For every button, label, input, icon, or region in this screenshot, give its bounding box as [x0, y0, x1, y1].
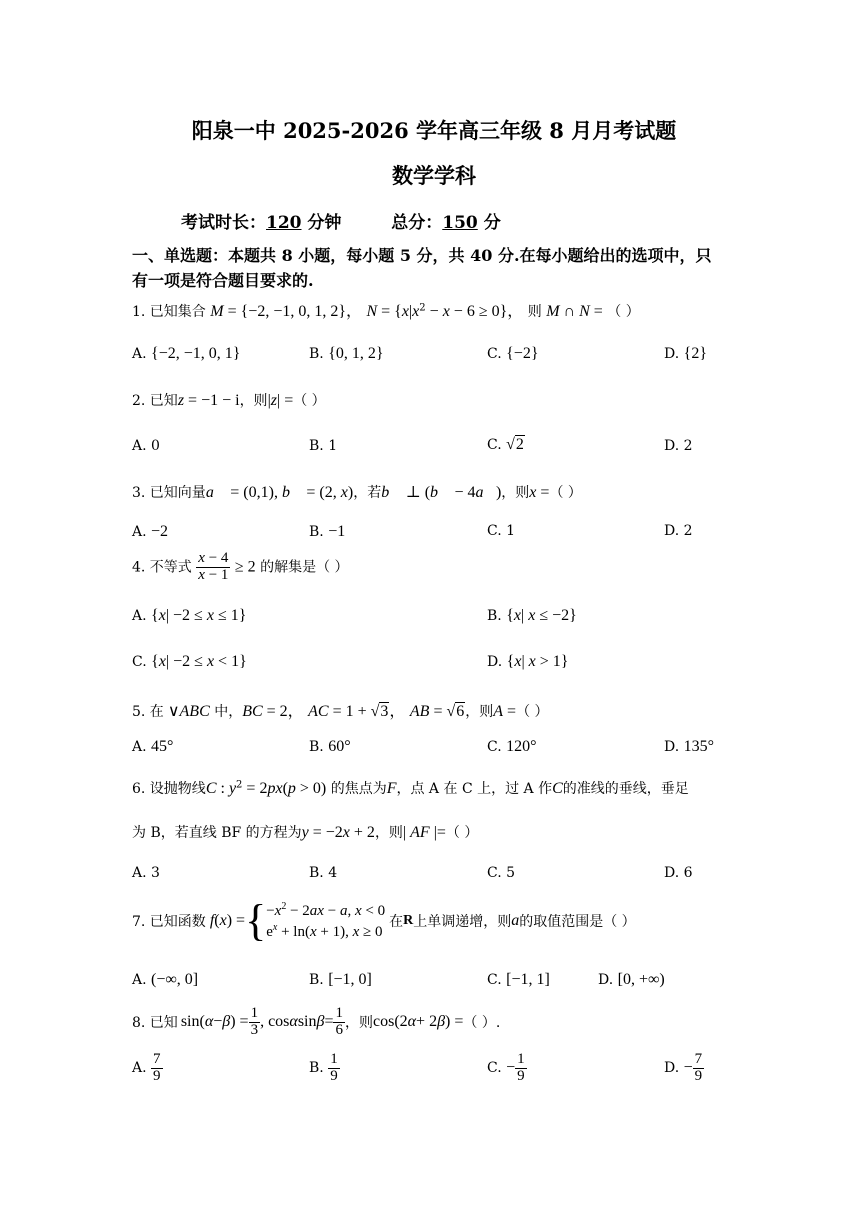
q4-option-a: A. {x| −2 ≤ x ≤ 1}	[132, 607, 247, 624]
q3-option-d: D. 2	[664, 523, 693, 539]
question-4: 4. 不等式 $\frac{x - 4}{x - 1}$ ≥ 2 的解集是（ ）	[132, 550, 349, 583]
q2-option-d: D. 2	[664, 438, 693, 454]
question-1: 1. 已知集合 M = {−2, −1, 0, 1, 2}， $N = \{x|x^2 - x - 6 \ge 0\}$， 则 M ∩ N = （ ）	[132, 302, 640, 320]
q2-option-c: C. √2	[487, 436, 524, 453]
q5-option-d: D. 135°	[664, 738, 715, 755]
q6-option-a: A. 3	[132, 865, 160, 881]
q6-option-c: C. 5	[487, 865, 516, 881]
score-value: 150	[442, 213, 478, 233]
q8-option-d: D. − $\frac{7}{9}$	[664, 1051, 703, 1084]
time-label: 考试时长：	[181, 213, 266, 233]
section-heading-line1: 一、单选题：本题共 8 小题，每小题 5 分，共 40 分.在每小题给出的选项中，只	[132, 246, 712, 265]
question-6-line2: 为 B，若直线 BF 的方程为y = −2x + 2，则| AF |=（ ）	[132, 824, 479, 841]
q7-option-d: D. [0, +∞)	[598, 971, 665, 988]
q3-option-c: C. 1	[487, 523, 516, 539]
q3-option-b: B. −1	[309, 523, 346, 540]
q8-option-b: B. $\frac{1}{9}$	[309, 1051, 338, 1084]
q6-option-d: D. 6	[664, 865, 693, 881]
score-label: 总分：	[391, 213, 443, 233]
q8-option-c: C. − $\frac{1}{9}$	[487, 1051, 525, 1084]
question-8: 8. 已知 sin( α − β ) = $\frac{1}{3}$ , cos α sin β = $\frac{1}{6}$ ，则 cos(2 α + 2 β ) = （ ）.	[132, 1005, 501, 1038]
q2-option-a: A. 0	[132, 438, 160, 454]
section-heading-line2: 有一项是符合题目要求的.	[132, 271, 314, 290]
q7-option-a: A. (−∞, 0]	[132, 971, 199, 988]
q4-option-c: C. {x| −2 ≤ x < 1}	[132, 653, 247, 670]
q8-option-a: A. $\frac{7}{9}$	[132, 1051, 161, 1084]
q7-option-c: C. [−1, 1]	[487, 971, 550, 988]
q7-option-b: B. [−1, 0]	[309, 971, 372, 988]
q6-option-b: B. 4	[309, 865, 338, 881]
q5-option-c: C. 120°	[487, 738, 537, 755]
q4-option-b: B. {x| x ≤ −2}	[487, 607, 577, 624]
exam-title: 阳泉一中 2025-2026 学年高三年级 8 月月考试题	[191, 118, 677, 143]
question-3: 3. 已知向量a⃗ = (0,1), b⃗ = (2, x)，若b⃗ ⊥ (b⃗ − 4a⃗)，则x =（ ）	[132, 484, 582, 501]
subject-title: 数学学科	[392, 163, 476, 188]
question-6-line1: 6. 设抛物线C : $y^2 = 2px(p > 0)$ 的焦点为F，点 A 在 C 上，过 A 作C的准线的垂线，垂足	[132, 779, 689, 797]
q1-option-b: B. {0, 1, 2}	[309, 345, 384, 362]
exam-info	[181, 208, 501, 233]
question-2: 2. 已知z = −1 − i，则|z| =（ ）	[132, 392, 326, 409]
time-unit: 分钟	[307, 213, 342, 233]
q1-option-a: A. {−2, −1, 0, 1}	[132, 345, 241, 362]
score-unit: 分	[483, 213, 501, 233]
time-value: 120	[266, 213, 302, 233]
q2-option-b: B. 1	[309, 438, 338, 454]
q1-option-c: C. {−2}	[487, 345, 539, 362]
question-7: 7. 已知函数 f ( x ) = { $-x^2 - 2ax - a$, x < 0 $e^x + \ln(x + 1)$, x ≥ 0 在 R 上单调递增，则 a 的取值范围是（ ）	[132, 896, 636, 945]
q3-option-a: A. −2	[132, 523, 169, 540]
q5-option-b: B. 60°	[309, 738, 351, 755]
q4-option-d: D. {x| x > 1}	[487, 653, 569, 670]
q5-option-a: A. 45°	[132, 738, 174, 755]
q1-option-d: D. {2}	[664, 345, 707, 362]
question-5: 5. 在 ∨ABC 中，BC = 2， AC = 1 + √3， AB = √6，则A =（ ）	[132, 703, 549, 720]
